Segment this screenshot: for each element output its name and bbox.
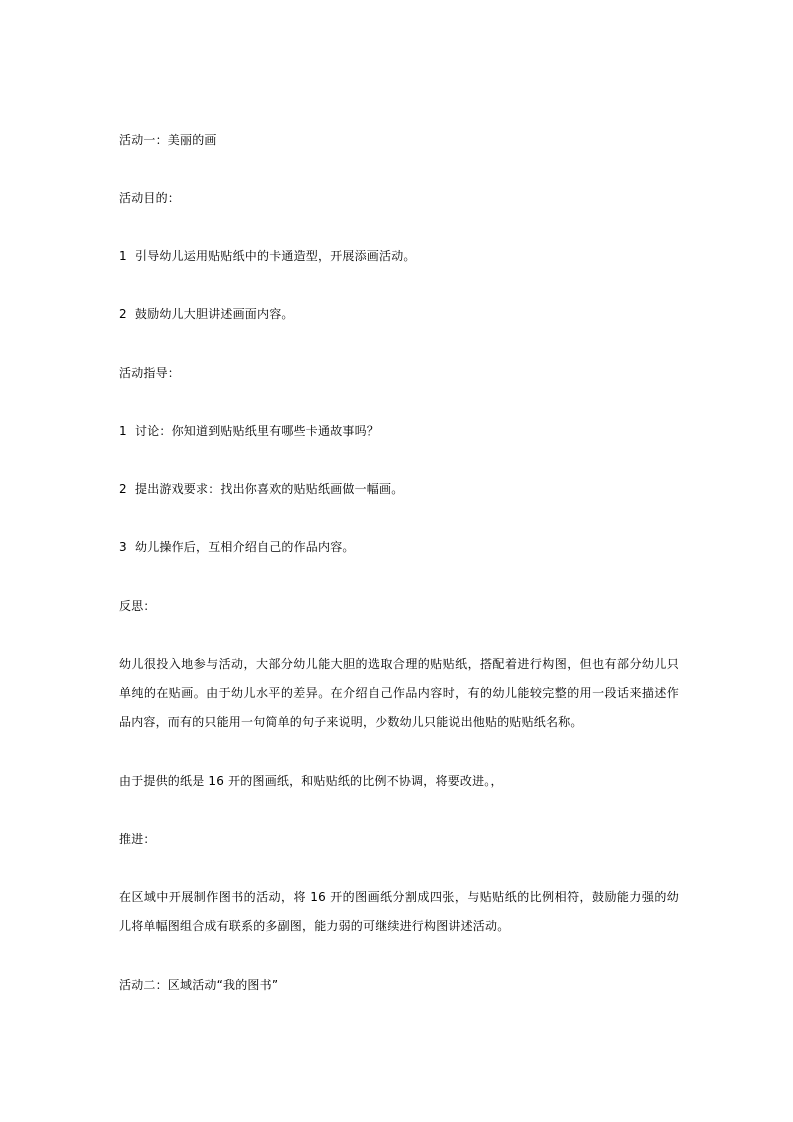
- improve-heading: 推进：: [119, 832, 156, 846]
- guide-item-text: 幼儿操作后，互相介绍自己的作品内容。: [135, 540, 355, 554]
- goal-item-text: 引导幼儿运用贴贴纸中的卡通造型，开展添画活动。: [135, 249, 416, 263]
- reflection-paragraph: 幼儿很投入地参与活动，大部分幼儿能大胆的选取合理的贴贴纸，搭配着进行构图，但也有部分幼儿只单纯的在贴画。由于幼儿水平的差异。在介绍自己作品内容时，有的幼儿能较完整的用一段话来描述作品内容，而有的只能用一句简单的句子来说明，少数幼儿只能说出他贴的贴贴纸名称。: [119, 657, 679, 729]
- guide-item-number: 3: [119, 540, 127, 554]
- goal-item-number: 1: [119, 249, 127, 263]
- next-activity-title: 活动二：区域活动“我的图书”: [119, 978, 279, 992]
- guide-item: [119, 538, 679, 556]
- improve-paragraph: 在区域中开展制作图书的活动，将 16 开的图画纸分割成四张，与贴贴纸的比例相符，鼓励能力强的幼儿将单幅图组合成有联系的多副图，能力弱的可继续进行构图讲述活动。: [119, 890, 679, 933]
- goal-item: [119, 305, 679, 323]
- guide-item-number: 1: [119, 424, 127, 438]
- reflection-note: 由于提供的纸是 16 开的图画纸，和贴贴纸的比例不协调，将要改进。，: [119, 774, 503, 788]
- guide-item-text: 讨论：你知道到贴贴纸里有哪些卡通故事吗？: [135, 424, 380, 438]
- goal-item-number: 2: [119, 307, 127, 321]
- activity-title: 活动一：美丽的画: [119, 133, 217, 147]
- goal-item: [119, 247, 679, 265]
- goal-heading: 活动目的：: [119, 191, 181, 205]
- guide-heading: 活动指导：: [119, 366, 181, 380]
- guide-item: [119, 480, 679, 498]
- goal-item-text: 鼓励幼儿大胆讲述画面内容。: [135, 307, 294, 321]
- guide-item-number: 2: [119, 482, 127, 496]
- guide-item-text: 提出游戏要求：找出你喜欢的贴贴纸画做一幅画。: [135, 482, 404, 496]
- guide-item: [119, 422, 679, 440]
- reflection-heading: 反思：: [119, 599, 156, 613]
